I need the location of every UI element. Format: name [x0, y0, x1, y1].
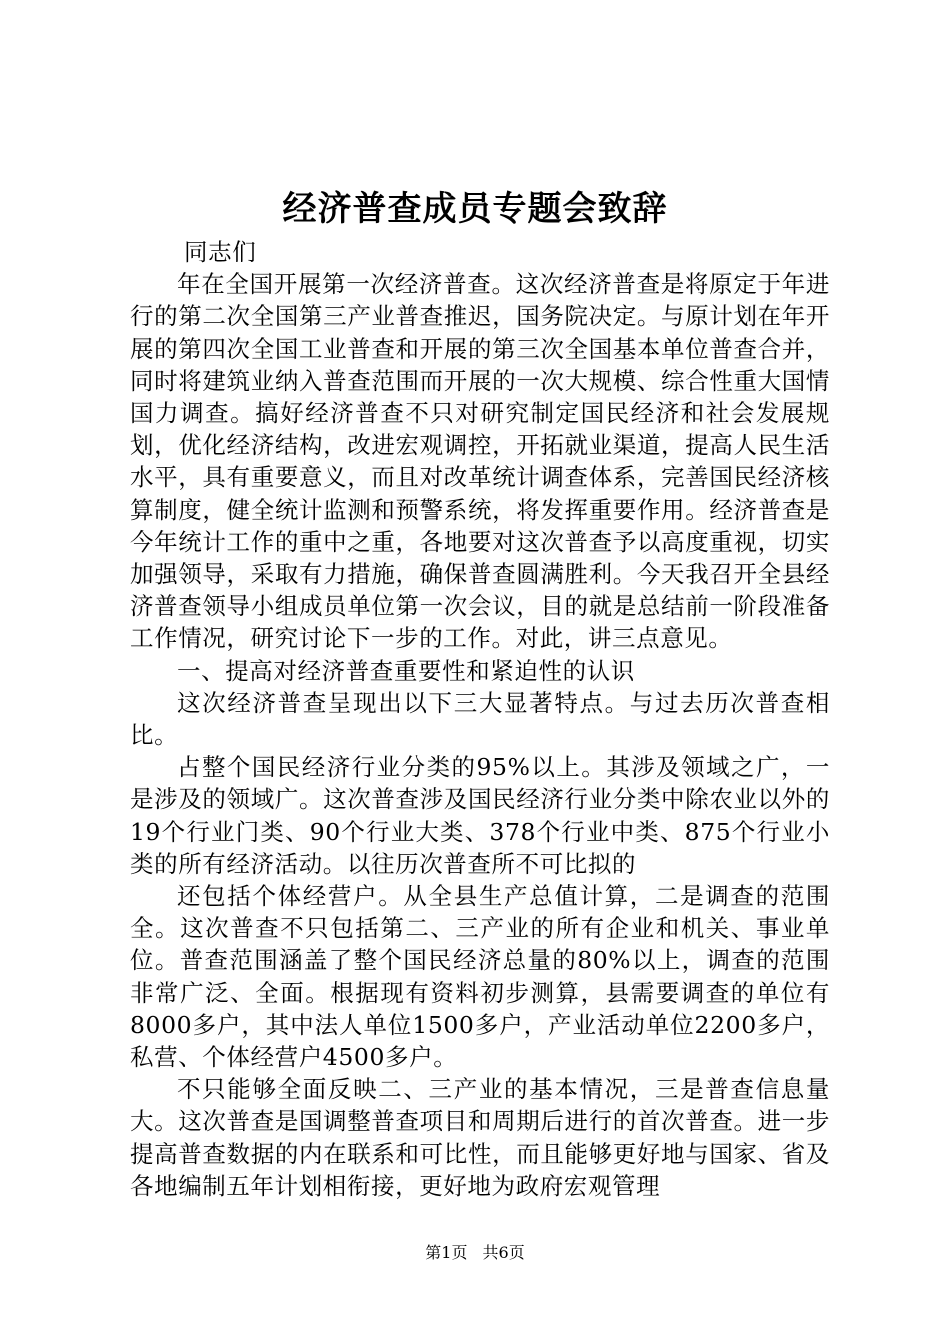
body-paragraph: 不只能够全面反映二、三产业的基本情况，三是普查信息量大。这次普查是国调整普查项目和周期后进行的首次普查。进一步提高普查数据的内在联系和可比性，而且能够更好地与国家、省及各地编制五年计划相衔接，更好地为政府宏观管理 [130, 1075, 830, 1200]
body-paragraph: 这次经济普查呈现出以下三大显著特点。与过去历次普查相比。 [130, 688, 830, 750]
body-paragraph: 占整个国民经济行业分类的95%以上。其涉及领域之广，一是涉及的领域广。这次普查涉及国民经济行业分类中除农业以外的19个行业门类、90个行业大类、378个行业中类、875个行业小类的所有经济活动。以往历次普查所不可比拟的 [130, 753, 830, 878]
salutation-paragraph: 同志们 [184, 238, 257, 266]
body-paragraph: 还包括个体经营户。从全县生产总值计算，二是调查的范围全。这次普查不只包括第二、三产业的所有企业和机关、事业单位。普查范围涵盖了整个国民经济总量的80%以上，调查的范围非常广泛、全面。根据现有资料初步测算，县需要调查的单位有8000多户，其中法人单位1500多户，产业活动单位2200多户，私营、个体经营户4500多户。 [130, 882, 830, 1072]
document-title: 经济普查成员专题会致辞 [282, 189, 668, 229]
section-heading-1: 一、提高对经济普查重要性和紧迫性的认识 [177, 656, 635, 685]
page-total: 共6页 [482, 1243, 525, 1262]
document-body [130, 236, 830, 1202]
page-footer [0, 1243, 950, 1263]
page-number: 第1页 [425, 1243, 468, 1262]
intro-paragraph: 年在全国开展第一次经济普查。这次经济普查是将原定于年进行的第二次全国第三产业普查推迟，国务院决定。与原计划在年开展的第四次全国工业普查和开展的第三次全国基本单位普查合并，同时将建筑业纳入普查范围而开展的一次大规模、综合性重大国情国力调查。搞好经济普查不只对研究制定国民经济和社会发展规划，优化经济结构，改进宏观调控，开拓就业渠道，提高人民生活水平，具有重要意义，而且对改革统计调查体系，完善国民经济核算制度，健全统计监测和预警系统，将发挥重要作用。经济普查是今年统计工作的重中之重，各地要对这次普查予以高度重视，切实加强领导，采取有力措施，确保普查圆满胜利。今天我召开全县经济普查领导小组成员单位第一次会议，目的就是总结前一阶段准备工作情况，研究讨论下一步的工作。对此，讲三点意见。 [130, 270, 830, 653]
